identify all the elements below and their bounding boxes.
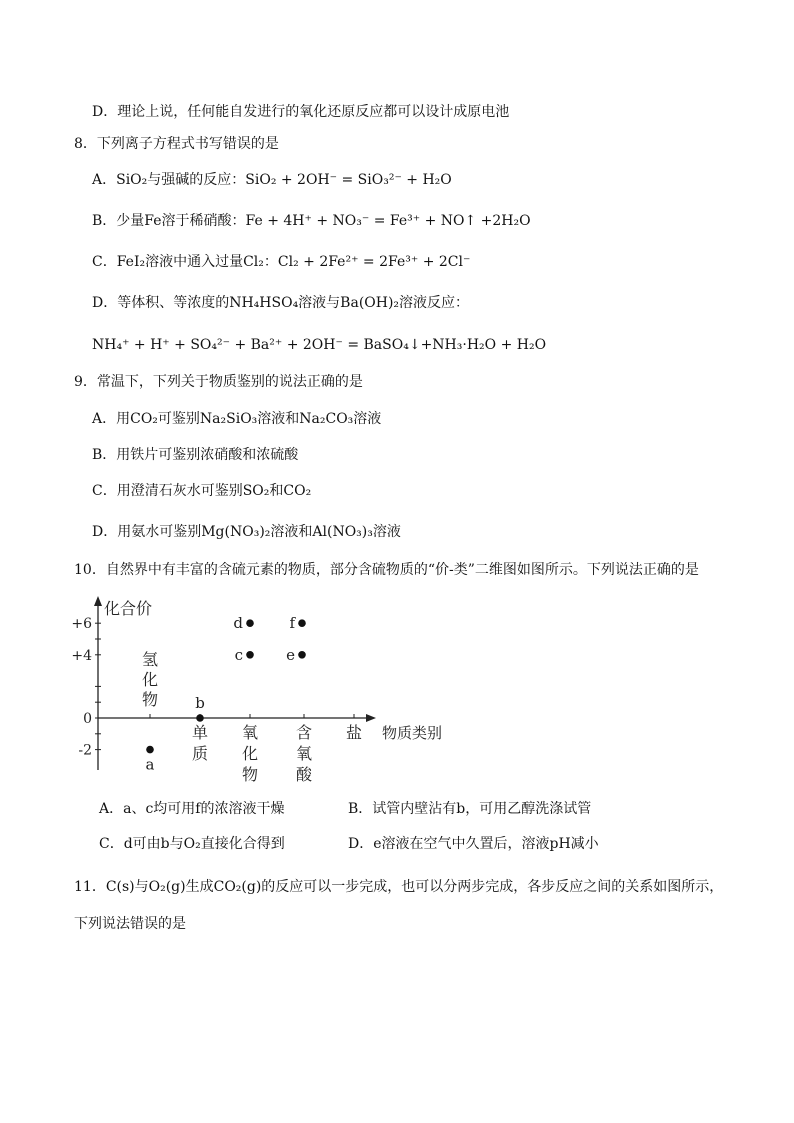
x-category-label: 含 [295,723,313,742]
x-category-label-hydride: 氢 [141,650,159,669]
data-point-a [146,746,154,754]
data-point-c [246,651,254,659]
question-10: 10．自然界中有丰富的含硫元素的物质，部分含硫物质的“价-类”二维图如图所示。下列说法正确的是 [74,562,699,578]
q8-option-d-equation: NH₄⁺ + H⁺ + SO₄²⁻ + Ba²⁺ + 2OH⁻ = BaSO₄↓+NH₃·H₂O + H₂O [92,337,547,353]
y-axis-arrow [94,596,102,606]
q8-option-b: B．少量Fe溶于稀硝酸：Fe + 4H⁺ + NO₃⁻ = Fe³⁺ + NO↑ +2H₂O [92,213,531,229]
x-category-label: 氧 [295,744,313,763]
data-point-b [196,714,204,722]
x-category-label: 质 [191,744,209,763]
question-8: 8．下列离子方程式书写错误的是 [74,136,279,152]
x-axis-arrow [366,714,376,722]
y-tick-label: 0 [83,711,92,727]
q9-option-a: A．用CO₂可鉴别Na₂SiO₃溶液和Na₂CO₃溶液 [92,411,382,427]
x-category-label: 盐 [345,723,363,742]
x-category-label: 单 [191,723,209,742]
x-category-label: 化 [241,744,259,763]
chart-layer [71,596,442,784]
x-category-label-hydride: 物 [141,690,159,709]
data-point-f [298,619,306,627]
y-tick-label: +4 [71,647,92,664]
y-tick-label: +6 [71,616,92,633]
q10-option-b: B．试管内壁沾有b，可用乙醇洗涤试管 [348,801,592,817]
point-label-d: d [233,614,243,633]
x-category-label: 氧 [241,723,259,742]
q8-option-d: D．等体积、等浓度的NH₄HSO₄溶液与Ba(OH)₂溶液反应： [92,295,470,311]
q9-option-d: D．用氨水可鉴别Mg(NO₃)₂溶液和Al(NO₃)₃溶液 [92,524,401,540]
question-11-cont: 下列说法错误的是 [74,916,186,932]
x-category-label: 酸 [295,765,313,784]
q10-option-c: C．d可由b与O₂直接化合得到 [99,836,285,852]
q8-option-c: C．FeI₂溶液中通入过量Cl₂：Cl₂ + 2Fe²⁺ = 2Fe³⁺ + 2Cl⁻ [92,254,471,270]
q7-option-d: D．理论上说，任何能自发进行的氧化还原反应都可以设计成原电池 [92,104,510,120]
point-label-e: e [286,645,295,664]
q10-option-a: A．a、c均可用f的浓溶液干燥 [99,801,285,817]
q9-option-c: C．用澄清石灰水可鉴别SO₂和CO₂ [92,483,312,499]
x-category-label-hydride: 化 [141,670,159,689]
question-9: 9．常温下，下列关于物质鉴别的说法正确的是 [74,374,363,390]
point-label-c: c [234,645,243,664]
x-category-label: 物 [241,765,259,784]
point-label-a: a [145,755,155,774]
point-label-b: b [195,694,205,712]
question-11: 11．C(s)与O₂(g)生成CO₂(g)的反应可以一步完成，也可以分两步完成，各步反应之间的关系如图所示， [74,879,724,895]
y-axis-label: 化合价 [104,599,153,618]
q8-option-a: A．SiO₂与强碱的反应：SiO₂ + 2OH⁻ = SiO₃²⁻ + H₂O [92,172,452,188]
x-axis-label: 物质类别 [382,724,443,742]
q10-option-d: D．e溶液在空气中久置后，溶液pH减小 [348,836,599,852]
point-label-f: f [289,614,295,633]
valence-class-chart [60,590,480,790]
data-point-e [298,651,306,659]
q9-option-b: B．用铁片可鉴别浓硝酸和浓硫酸 [92,447,299,463]
data-point-d [246,619,254,627]
y-tick-label: -2 [78,742,92,759]
